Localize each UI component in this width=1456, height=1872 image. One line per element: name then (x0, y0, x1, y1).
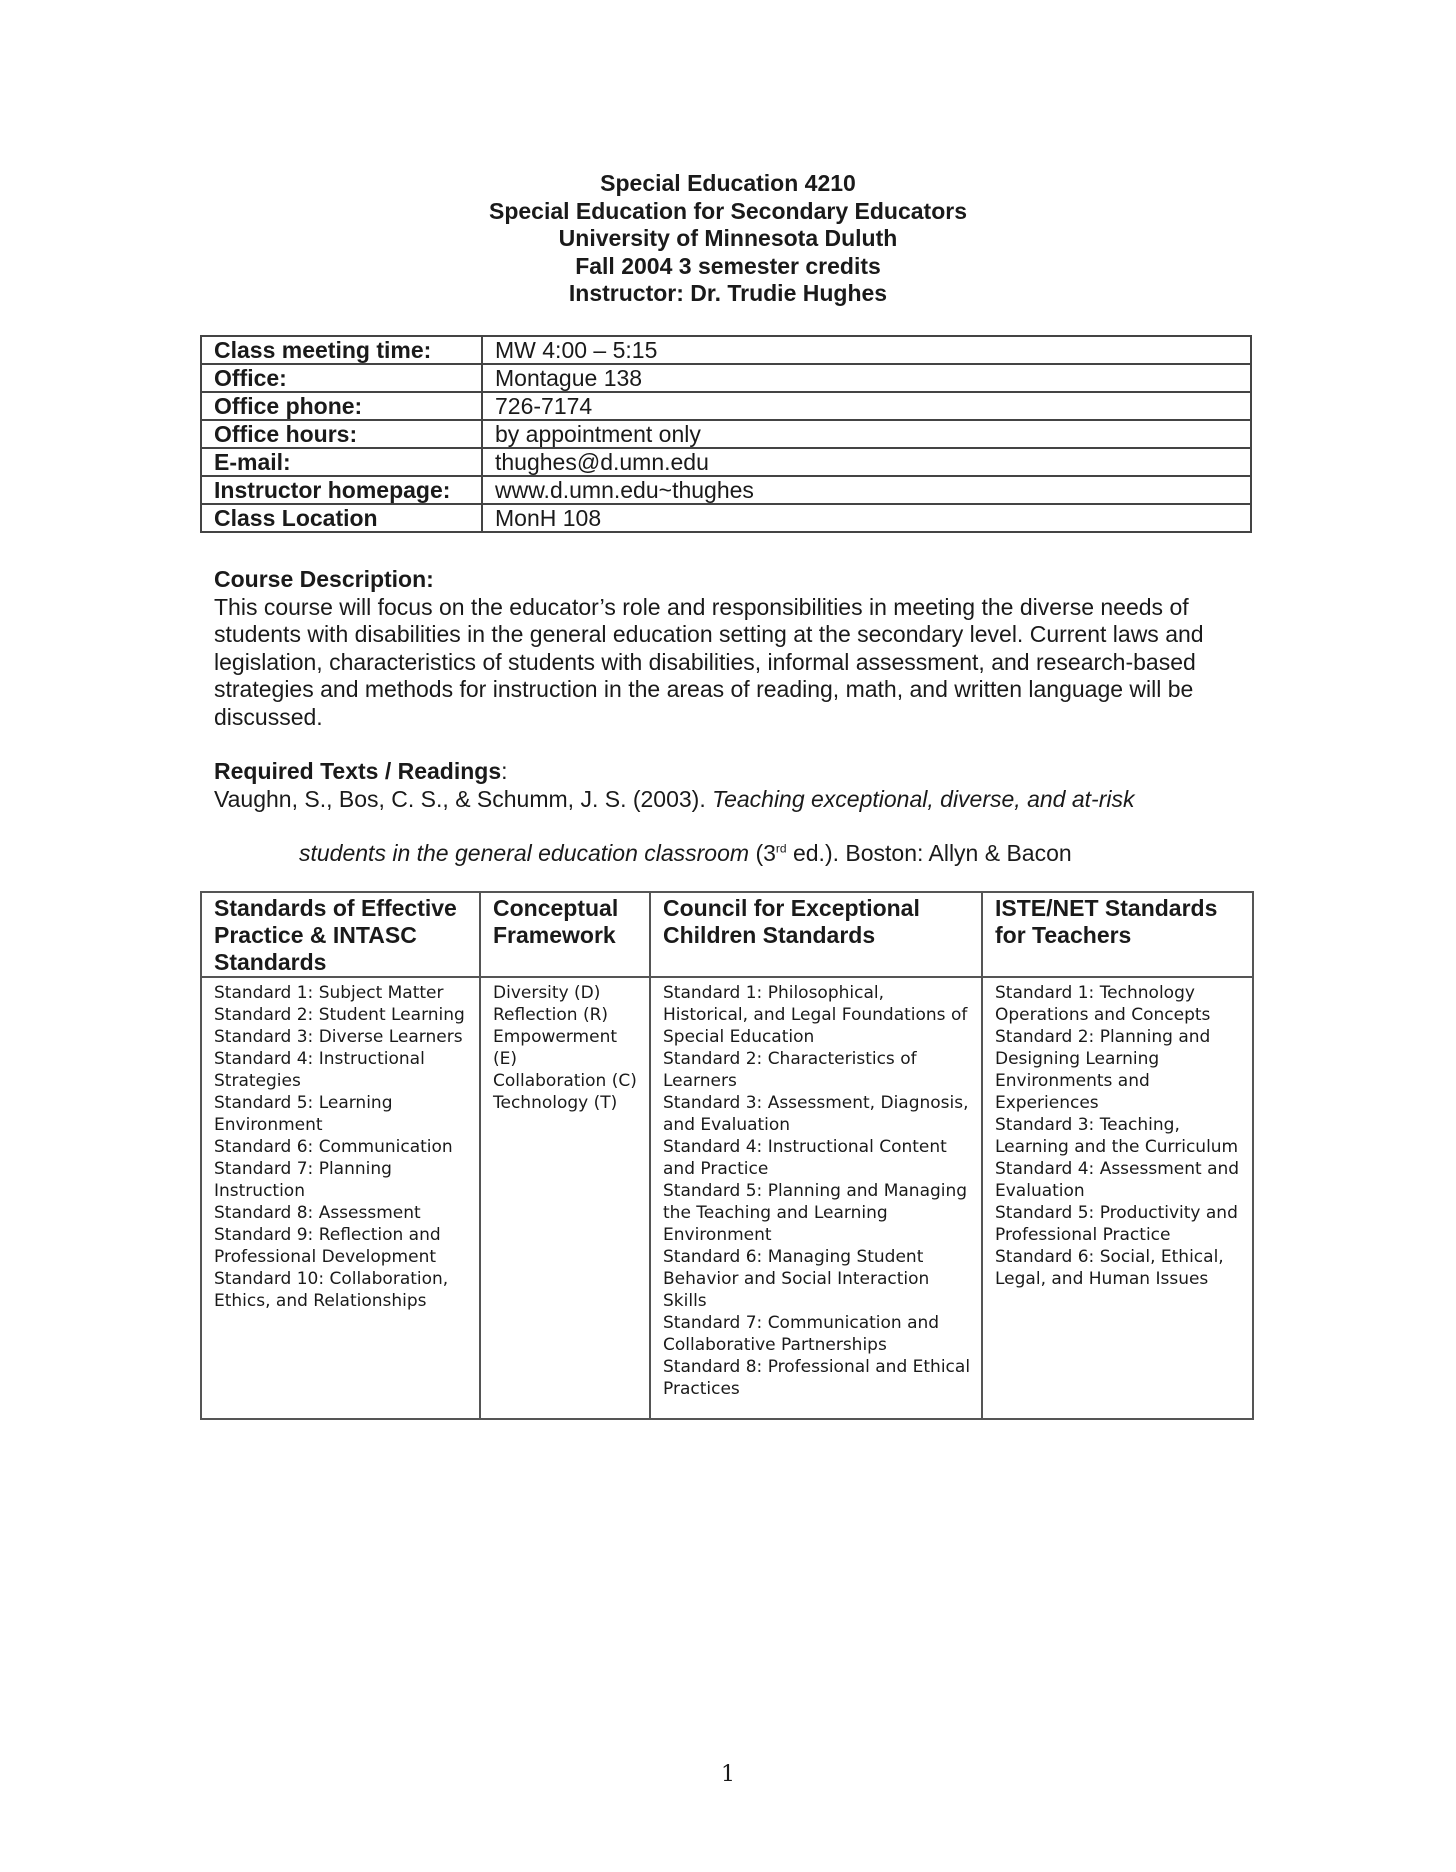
info-row (201, 420, 1251, 448)
citation-edition-pre: (3 (749, 840, 776, 866)
info-value: by appointment only (482, 420, 1251, 448)
info-value: 726-7174 (482, 392, 1251, 420)
standard-item: Standard 5: Productivity and Professional Practice (995, 1203, 1238, 1245)
standards-header-framework: Conceptual Framework (480, 892, 650, 977)
standard-item: Reflection (R) (493, 1005, 609, 1025)
standard-item: Technology (T) (493, 1093, 618, 1113)
university-name: University of Minnesota Duluth (558, 225, 898, 251)
standard-item: Collaboration (C) (493, 1071, 637, 1091)
standards-header-iste: ISTE/NET Standards for Teachers (982, 892, 1253, 977)
standard-item: Diversity (D) (493, 983, 601, 1003)
citation-edition-sup: rd (775, 841, 787, 856)
standard-item: Standard 4: Instructional Content and Practice (663, 1137, 947, 1179)
citation-publisher: ed.). Boston: Allyn & Bacon (786, 840, 1072, 866)
course-number: Special Education 4210 (600, 170, 856, 196)
page-number: 1 (721, 1762, 735, 1787)
standard-item: Standard 5: Planning and Managing the Teaching and Learning Environment (663, 1181, 968, 1245)
standard-item: Standard 3: Diverse Learners (214, 1027, 463, 1047)
standard-item: Standard 6: Communication (214, 1137, 453, 1157)
required-texts (214, 758, 1254, 868)
citation-authors: Vaughn, S., Bos, C. S., & Schumm, J. S. (2003). (214, 785, 713, 812)
document-header (0, 170, 1456, 308)
info-label: Office phone: (201, 392, 482, 420)
standards-column-framework (480, 977, 650, 1419)
info-row (201, 336, 1251, 364)
standards-table (200, 891, 1254, 1420)
course-description-heading: Course Description: (214, 566, 434, 592)
standard-item: Standard 5: Learning Environment (214, 1093, 393, 1135)
info-value: MW 4:00 – 5:15 (482, 336, 1251, 364)
standard-item: Standard 1: Philosophical, Historical, and Legal Foundations of Special Education (663, 983, 968, 1047)
info-label: Class Location (201, 504, 482, 532)
standards-column-intasc (201, 977, 480, 1419)
standard-item: Standard 2: Student Learning (214, 1005, 465, 1025)
standard-item: Standard 4: Instructional Strategies (214, 1049, 425, 1091)
course-description (214, 566, 1254, 731)
citation-line-2 (299, 840, 1254, 868)
required-texts-colon: : (501, 758, 508, 784)
course-info-table (200, 335, 1252, 533)
standard-item: Standard 8: Professional and Ethical Practices (663, 1357, 971, 1399)
standards-header-intasc: Standards of Effective Practice & INTASC Standards (201, 892, 480, 977)
standard-item: Standard 9: Reflection and Professional Development (214, 1225, 441, 1267)
info-value: thughes@d.umn.edu (482, 448, 1251, 476)
required-texts-heading: Required Texts / Readings (214, 758, 502, 784)
info-value: Montague 138 (482, 364, 1251, 392)
citation-title-part-2: students in the general education classroom (299, 840, 750, 866)
info-row (201, 448, 1251, 476)
standards-header-cec: Council for Exceptional Children Standards (650, 892, 982, 977)
info-value: MonH 108 (482, 504, 1251, 532)
citation-line-1 (214, 786, 1254, 814)
info-label: Class meeting time: (201, 336, 482, 364)
info-row (201, 364, 1251, 392)
standard-item: Standard 1: Technology Operations and Concepts (995, 983, 1211, 1025)
standard-item: Standard 2: Characteristics of Learners (663, 1049, 917, 1091)
info-row (201, 504, 1251, 532)
standard-item: Standard 10: Collaboration, Ethics, and Relationships (214, 1269, 449, 1311)
info-label: Instructor homepage: (201, 476, 482, 504)
standard-item: Standard 3: Teaching, Learning and the Curriculum (995, 1115, 1239, 1157)
term-credits: Fall 2004 3 semester credits (575, 252, 881, 279)
standard-item: Standard 7: Planning Instruction (214, 1159, 392, 1201)
info-row (201, 476, 1251, 504)
standard-item: Standard 3: Assessment, Diagnosis, and Evaluation (663, 1093, 969, 1135)
citation-title-part-1: Teaching exceptional, diverse, and at-risk (712, 785, 1135, 812)
standard-item: Standard 7: Communication and Collaborative Partnerships (663, 1313, 940, 1355)
info-label: Office: (201, 364, 482, 392)
standard-item: Standard 8: Assessment (214, 1203, 421, 1223)
info-value: www.d.umn.edu~thughes (482, 476, 1251, 504)
instructor-name: Instructor: Dr. Trudie Hughes (568, 280, 888, 306)
course-title: Special Education for Secondary Educators (488, 197, 967, 224)
standards-column-cec (650, 977, 982, 1419)
info-label: E-mail: (201, 448, 482, 476)
standard-item: Empowerment (E) (493, 1027, 618, 1069)
course-description-text: This course will focus on the educator’s role and responsibilities in meeting the diverse needs of students with disabilities in the general education setting at the secondary level. Current laws and legislation, characteristics of students with disabilities, informal assessment, and research-based strategies and methods for instruction in the areas of reading, math, and written language will be discussed. (214, 593, 1204, 730)
standard-item: Standard 6: Managing Student Behavior and Social Interaction Skills (663, 1247, 930, 1311)
info-row (201, 392, 1251, 420)
standard-item: Standard 4: Assessment and Evaluation (995, 1159, 1240, 1201)
standard-item: Standard 2: Planning and Designing Learning Environments and Experiences (995, 1027, 1211, 1113)
standards-column-iste (982, 977, 1253, 1419)
info-label: Office hours: (201, 420, 482, 448)
standard-item: Standard 1: Subject Matter (214, 983, 444, 1003)
standard-item: Standard 6: Social, Ethical, Legal, and Human Issues (995, 1247, 1224, 1289)
